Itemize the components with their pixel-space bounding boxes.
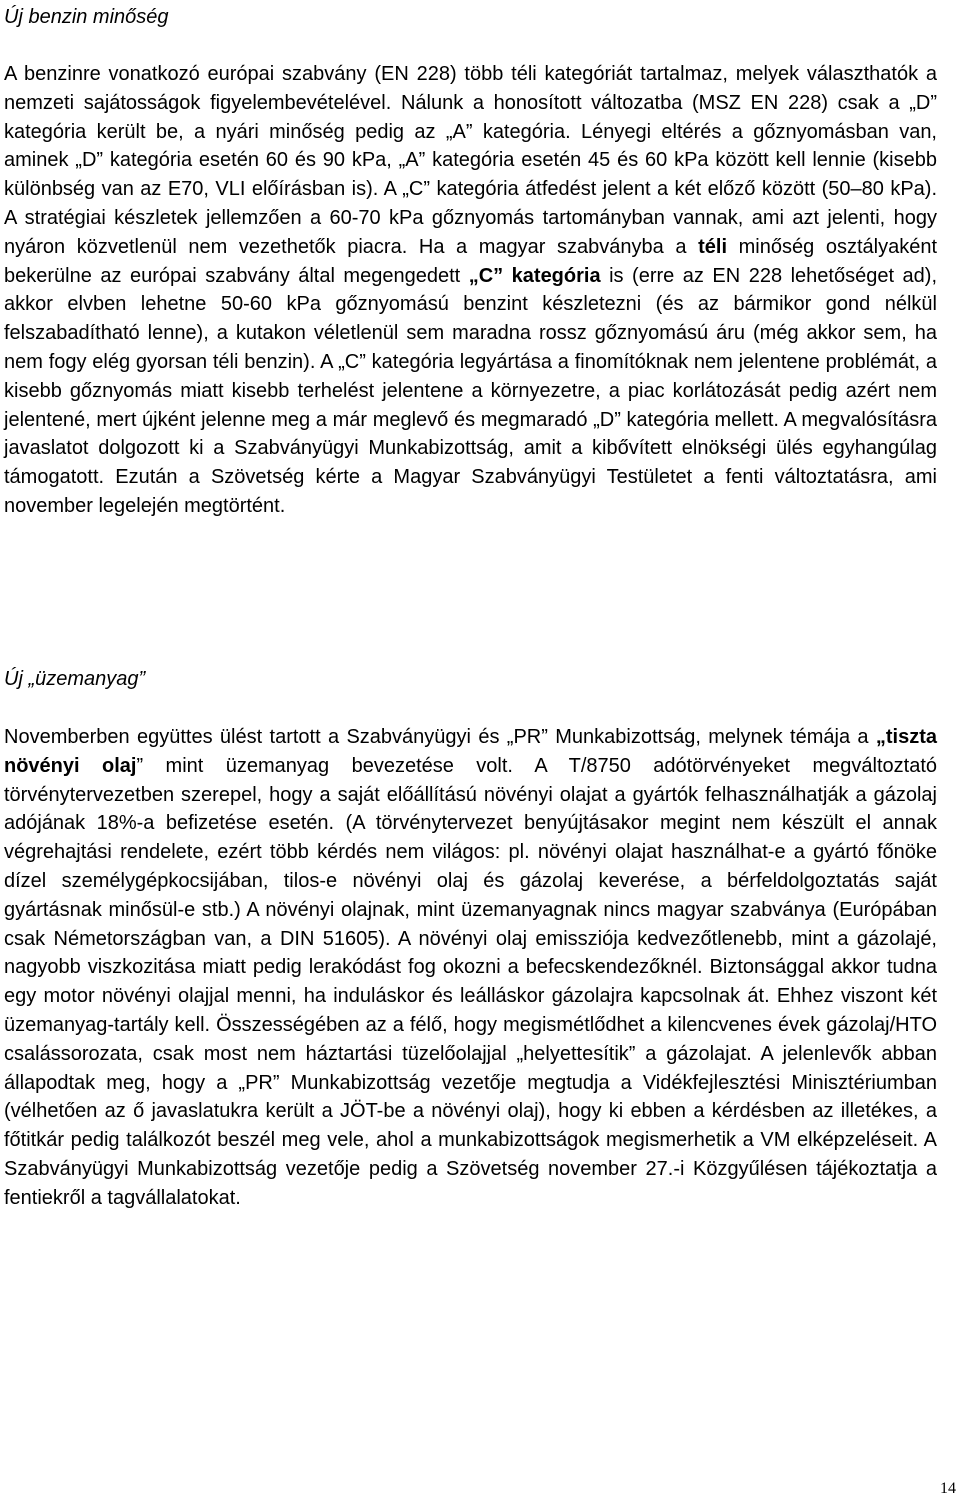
text-run: A benzinre vonatkozó európai szabvány (EN 228) több téli kategóriát tartalmaz, melyek választhatók a nemzeti sajátosságok figyelembevételével. Nálunk a honosított változatba (MSZ EN 228) csak a „D” kategória került be, a nyári minőség pedig az „A” kategória. Lényegi eltérés a gőznyomásban van, aminek „D” kategória esetén 60 és 90 kPa, „A” kategória esetén 45 és 60 kPa között kell lennie (kisebb különbség van az E70, VLI előírásban is). A „C” kategória átfedést jelent a két előző között (50–80 kPa). A stratégiai készletek jellemzően a 60-70 kPa gőznyomás tartományban vannak, ami azt jelenti, hogy nyáron közvetlenül nem vezethetők piacra. Ha a magyar szabványba a <box>4 63 937 258</box>
text-run: is (erre az EN 228 lehetőséget ad), akkor elvben lehetne 50-60 kPa gőznyomású benzint készletezni (és az bármikor gond nélkül felszabadítható lenne), a kutakon véletlenül sem maradna rossz gőznyomású áru (még akkor sem, ha nem fogy elég gyorsan téli benzin). A „C” kategória legyártása a finomítóknak nem jelentene problémát, a kisebb gőznyomás miatt kisebb terhelést jelentene a környezetre, a piac korlátozását pedig azért nem jelentené, mert újként jelenne meg a már meglevő és megmaradó „D” kategória mellett. A megvalósításra javaslatot dolgozott ki a Szabványügyi Munkabizottság, amit a kibővített elnökségi ülés egyhangúlag támogatott. Ezután a Szövetség kérte a Magyar Szabványügyi Testületet a fenti változtatásra, ami november legelején megtörtént. <box>4 264 937 517</box>
text-run: minőség osztályaként bekerülne az európai szabvány által megengedett <box>4 235 937 287</box>
page-number: 14 <box>940 1480 956 1497</box>
text-run: ” mint üzemanyag bevezetése volt. A T/8750 adótörvényeket megváltoztató törvénytervezetben szerepel, hogy a saját előállítású növényi olajat a gyártók felhasználhatják a gázolaj adójának 18%-a befizetése esetén. (A törvénytervezet benyújtásakor megint nem készült el annak végrehajtási rendelete, ezért több kérdés nem világos: pl. növényi olajat használhat-e a gyártó főnöke dízel személygépkocsijában, tilos-e növényi olaj és gázolaj keverése, a bérfeldolgoztatás saját gyártásnak minősül-e stb.) A növényi olajnak, mint üzemanyagnak nincs magyar szabványa (Európában csak Németországban van, a DIN 51605). A növényi olaj emissziója kedvezőtlenebb, mint a gázolajé, nagyobb viszkozitása miatt pedig lerakódást fog okozni a befecskendezőknél. Biztonsággal akkor tudna egy motor növényi olajjal menni, ha induláskor és leálláskor gázolajra kapcsolnak át. Ehhez viszont két üzemanyag-tartály kell. Összességében az a félő, hogy megismétlődhet a kilencvenes évek gázolaj/HTO csalássorozata, csak most nem háztartási tüzelőolajjal „helyettesítik” a gázolajat. A jelenlevők abban állapodtak meg, hogy a „PR” Munkabizottság vezetője megtudja a Vidékfejlesztési Minisztériumban (vélhetően az ő javaslatukra került a JÖT-be a növényi olaj), hogy ki ebben a kérdésben az illetékes, a főtitkár pedig találkozót beszél meg vele, ahol a munkabizottságok megismerhetik a VM elképzeléseit. A Szabványügyi Munkabizottság vezetője pedig a Szövetség november 27.-i Közgyűlésen tájékoztatja a fentiekről a tagvállalatokat. <box>4 754 938 1209</box>
text-run-bold: „C” kategória <box>468 264 601 287</box>
text-run-bold: téli <box>698 235 728 258</box>
section-heading-new-fuel: Új „üzemanyag” <box>4 668 146 690</box>
section-paragraph-fuel <box>4 723 937 1213</box>
section-heading-new-petrol-quality: Új benzin minőség <box>4 6 169 28</box>
text-run: Novemberben együttes ülést tartott a Szabványügyi és „PR” Munkabizottság, melynek témája a <box>4 726 876 748</box>
section-paragraph-petrol <box>4 60 937 521</box>
text-run-bold: „tiszta növényi olaj <box>4 726 937 777</box>
